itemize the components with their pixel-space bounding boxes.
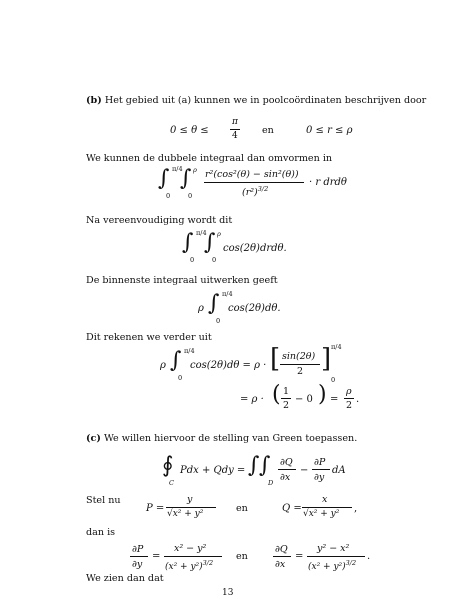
right-bracket: ] [321, 344, 332, 374]
P-den: √x² + y² [167, 509, 204, 519]
simplified-upper-rho: ρ [217, 230, 221, 238]
rho-factor: ρ [198, 303, 204, 314]
integral-sign-outer: ∫ [158, 166, 170, 191]
dPdy-den-base: (x² + y²) [165, 562, 203, 572]
pi-denominator: 4 [232, 131, 238, 141]
dP: ∂P [314, 457, 326, 468]
en-word-2: en [236, 503, 248, 514]
lower-limit-0b: 0 [188, 192, 193, 200]
part-c-intro-line [86, 433, 357, 444]
dPdy-lhs-den: ∂y [132, 559, 143, 570]
Q-num: x [322, 494, 328, 505]
Q-den: √x² + y² [303, 509, 340, 519]
calc-integral: ∫ [170, 348, 182, 373]
stel-nu: Stel nu [86, 495, 121, 506]
dQdx-lhs-den: ∂x [275, 559, 286, 570]
minus-zero: − 0 [295, 394, 313, 405]
lower-limit-0: 0 [166, 192, 171, 200]
calc-upper: π/4 [184, 347, 195, 355]
integrand-tail: · r drdθ [309, 177, 347, 188]
simplified-lower-0: 0 [190, 256, 195, 264]
inner-result-upper: π/4 [222, 290, 233, 298]
Q-eq: Q = [282, 503, 302, 514]
page-number: 13 [222, 588, 234, 598]
result-two: 2 [346, 400, 353, 411]
dQdx-den-base: (x² + y²) [308, 562, 346, 572]
simplified-integrand: cos(2θ)drdθ. [223, 243, 287, 254]
en-word: en [262, 125, 274, 136]
dQdx-lhs-num: ∂Q [275, 544, 288, 555]
r-bounds: 0 ≤ r ≤ ρ [306, 125, 353, 136]
calc-frac-den: 2 [297, 366, 304, 377]
double-integral-1: ∫ [248, 453, 260, 478]
denominator-exponent: 3/2 [257, 185, 269, 193]
integrand-denominator-base: (r²) [242, 187, 258, 199]
result-bar [344, 398, 354, 399]
integrand-fraction-bar [204, 182, 304, 183]
simplified-lower-0b: 0 [212, 256, 217, 264]
part-b-label: (b) [86, 95, 102, 106]
calc-rho: ρ [160, 360, 166, 371]
part-b-intro: Het gebied uit (a) kunnen we in poolcoördinaten beschrijven door [104, 95, 427, 106]
half-den: 2 [283, 400, 290, 411]
dy: ∂y [314, 472, 325, 483]
part-b-intro-line [86, 95, 426, 106]
upper-limit-rho: ρ [193, 166, 197, 174]
calc-lhs: cos(2θ)dθ = ρ · [190, 360, 267, 371]
dQdx-period: . [367, 551, 371, 562]
pi-numerator: π [232, 117, 238, 127]
theta-bounds-text: 0 ≤ θ ≤ [170, 125, 209, 136]
dQ: ∂Q [280, 457, 293, 468]
simplified-integral-inner: ∫ [204, 230, 216, 255]
eval-upper: π/4 [331, 343, 342, 351]
P-eq: P = [146, 503, 165, 514]
part-b-line2: We kunnen de dubbele integraal dan omvormen in [86, 153, 333, 164]
inner-result-integral: ∫ [208, 291, 220, 316]
integrand-denominator [242, 185, 268, 198]
we-zien: We zien dan dat [86, 573, 164, 584]
calc-frac-num: sin(2θ) [282, 351, 316, 362]
eval-lower: 0 [331, 376, 336, 384]
dPdy-den [165, 559, 213, 572]
Q-comma: , [354, 503, 358, 514]
dA: dA [332, 465, 346, 476]
half-num: 1 [283, 386, 290, 397]
double-integral-2: ∫ [259, 453, 271, 478]
result-rho: ρ [346, 386, 352, 397]
green-lhs: Pdx + Qdy = [180, 465, 246, 476]
result-period: . [356, 394, 360, 405]
part-b-line3: Na vereenvoudiging wordt dit [86, 215, 233, 226]
dQdx-lhs-bar [273, 556, 291, 557]
part-b-line4: De binnenste integraal uitwerken geeft [86, 275, 278, 286]
upper-limit-pi4: π/4 [172, 165, 183, 173]
calc-eq2: = [330, 394, 339, 405]
dQdx-eq: = [295, 551, 304, 562]
calc-lower: 0 [178, 374, 183, 382]
dx: ∂x [280, 472, 291, 483]
part-b-line5: Dit rekenen we verder uit [86, 332, 212, 343]
dPdy-num: x² − y² [174, 543, 207, 554]
contour-C: C [169, 479, 174, 487]
half-bar [281, 398, 291, 399]
dPdy-eq: = [152, 551, 161, 562]
part-c-label: (c) [86, 433, 101, 444]
integrand-numerator: r²(cos²(θ) − sin²(θ)) [205, 169, 299, 180]
left-paren: ( [272, 382, 281, 407]
inner-result-integrand: cos(2θ)dθ. [228, 303, 281, 314]
simplified-integral-outer: ∫ [182, 230, 194, 255]
en-word-3: en [236, 551, 248, 562]
P-bar [166, 507, 216, 508]
dPdy-bar [312, 469, 330, 470]
contour-integral: ∮ [162, 453, 174, 478]
dPdy-lhs-num: ∂P [132, 544, 144, 555]
inner-result-lower: 0 [216, 317, 221, 325]
dPdy-den-exp: 3/2 [202, 559, 214, 567]
right-paren: ) [318, 382, 327, 407]
dQdx-den [308, 559, 356, 572]
P-num: y [187, 494, 193, 505]
dPdy-bar2 [164, 556, 222, 557]
dPdy-lhs-bar [130, 556, 148, 557]
region-D: D [268, 479, 274, 487]
dQdx-num: y² − x² [317, 543, 350, 554]
dQdx-bar2 [307, 556, 365, 557]
integral-sign-inner: ∫ [180, 166, 192, 191]
pi-over-4-bar [230, 129, 240, 130]
dan-is: dan is [86, 527, 116, 538]
dQdx-bar [278, 469, 296, 470]
calc-line2-start: = ρ · [240, 394, 264, 405]
theta-bounds [170, 125, 209, 136]
simplified-upper-pi4: π/4 [196, 229, 207, 237]
Q-bar [302, 507, 352, 508]
dQdx-den-exp: 3/2 [345, 559, 357, 567]
calc-frac-bar [280, 364, 320, 365]
left-bracket: [ [270, 344, 281, 374]
part-c-intro: We willen hiervoor de stelling van Green toepassen. [103, 433, 358, 444]
minus-sign: − [300, 465, 309, 476]
